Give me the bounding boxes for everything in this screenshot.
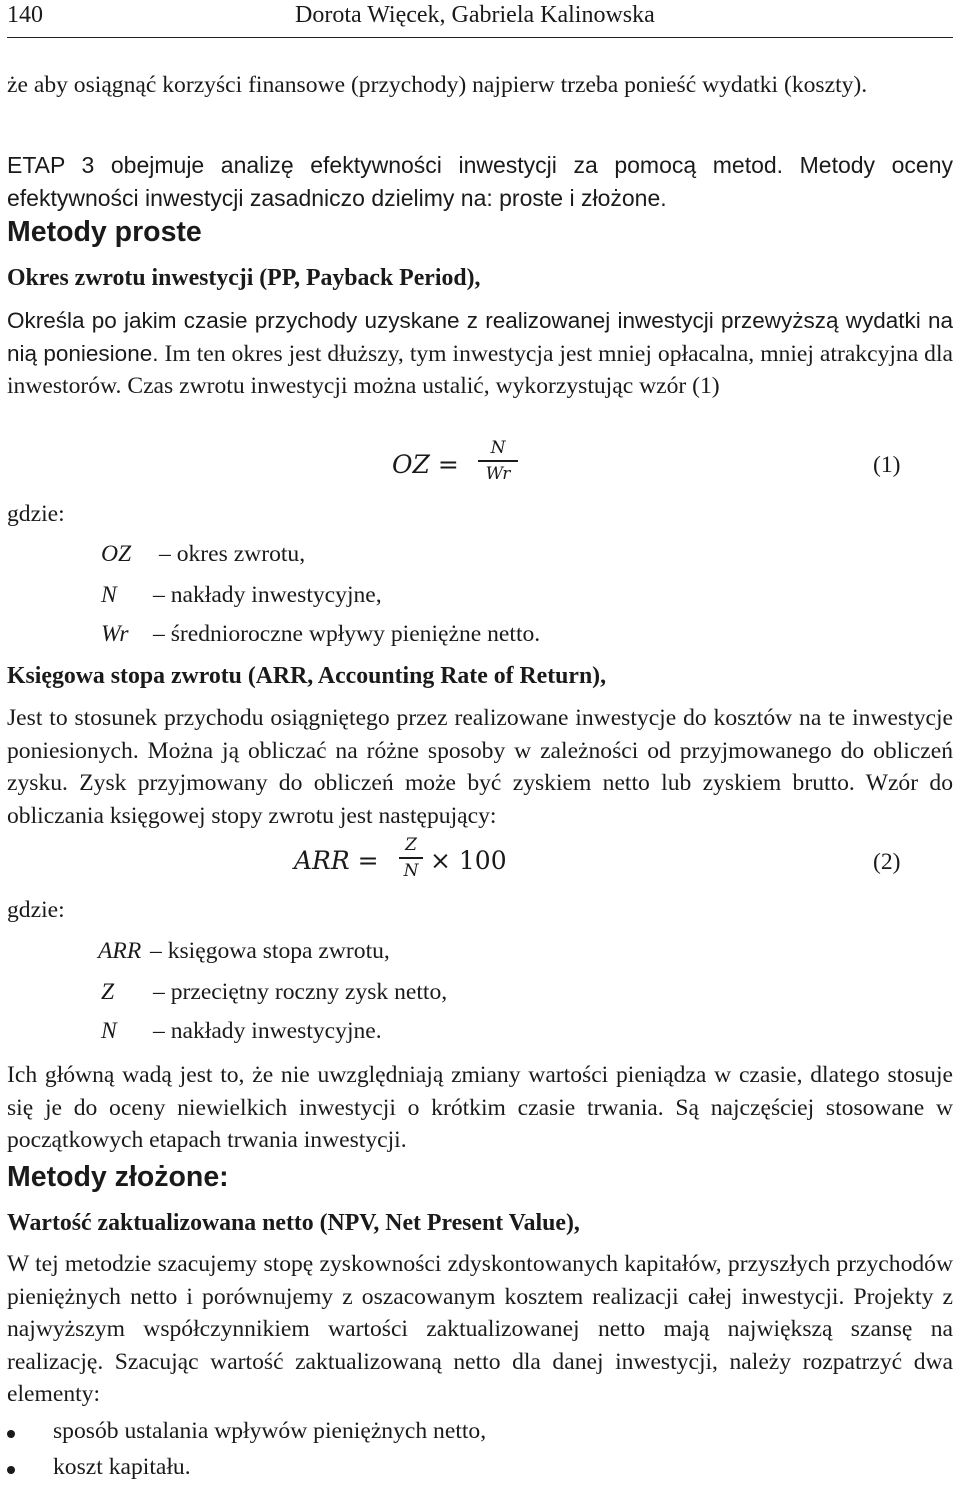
where-label-1: gdzie: [7, 501, 65, 527]
npv-heading: Wartość zaktualizowana netto (NPV, Net Present Value), [7, 1210, 580, 1236]
fraction-bar [399, 857, 423, 859]
definition-symbol: OZ [101, 541, 132, 567]
bullet-icon [7, 1430, 15, 1438]
payback-paragraph [7, 305, 953, 403]
definition-symbol: N [101, 582, 117, 608]
simple-methods-heading: Metody proste [7, 216, 202, 248]
formula-2-denominator: N [403, 860, 419, 881]
payback-paragraph-serif: Im ten okres jest dłuższy, tym inwestycja jest mniej opłacalna, mniej atrakcyjna dla inwestorów. Czas zwrotu inwestycji można ustalić, wykorzystując wzór (1) [7, 340, 954, 399]
formula-2-rhs: × 100 [430, 846, 507, 875]
npv-paragraph: W tej metodzie szacujemy stopę zyskowności zdyskontowanych kapitałów, przyszłych przychodów pieniężnych netto i porównujemy z oszacowanym kosztem realizacji całej inwestycji. Projekty z najwyższym współczynnikiem wartości zaktualizowanej netto mają największą szansę na realizację. Szacując wartość zaktualizowaną netto dla danej inwestycji, należy rozpatrzyć dwa elementy: [7, 1251, 953, 1407]
complex-methods-heading: Metody złożone: [7, 1161, 229, 1193]
definition-description: – księgowa stopa zwrotu, [150, 938, 390, 964]
formula-2-fraction [399, 835, 423, 881]
intro-paragraph: że aby osiągnąć korzyści finansowe (przychody) najpierw trzeba ponieść wydatki (koszty). [7, 72, 868, 98]
formula-1-numerator: N [490, 438, 506, 458]
fraction-bar [478, 460, 518, 462]
definition-symbol: N [101, 1018, 117, 1044]
definition-description: – nakłady inwestycyjne, [153, 582, 382, 608]
list-item-text: koszt kapitału. [53, 1454, 191, 1480]
formula-2-numerator: Z [405, 835, 417, 855]
arr-paragraph: Jest to stosunek przychodu osiągniętego przez realizowane inwestycje do kosztów na te inwestycje poniesionych. Można ją obliczać na różne sposoby w zależności od przyjmowanego do obliczeń zysku. Zysk przyjmowany do obliczeń może być zyskiem netto lub zyskiem brutto. Wzór do obliczania księgowej stopy zwrotu jest następujący: [7, 705, 953, 829]
equation-number-1: (1) [873, 452, 901, 478]
definition-symbol: Z [101, 979, 115, 1005]
running-header [7, 0, 953, 38]
formula-1-lhs: OZ = [392, 450, 459, 479]
arr-closing-paragraph: Ich główną wadą jest to, że nie uwzględniają zmiany wartości pieniądza w czasie, dlatego stosuje się je do oceny niewielkich inwestycji o krótkim czasie trwania. Są najczęściej stosowane w początkowych etapach trwania inwestycji. [7, 1062, 953, 1153]
bullet-icon [7, 1466, 15, 1474]
payback-paragraph-sans: Określa po jakim czasie przychody uzyskane z realizowanej inwestycji przewyższą wydatki na nią poniesione. [7, 308, 953, 366]
definition-description: – przeciętny roczny zysk netto, [153, 979, 448, 1005]
header-authors: Dorota Więcek, Gabriela Kalinowska [295, 2, 655, 28]
page-number: 140 [7, 2, 43, 28]
etap-paragraph: ETAP 3 obejmuje analizę efektywności inwestycji za pomocą metod. Metody oceny efektywności inwestycji zasadniczo dzielimy na: proste i złożone. [7, 152, 953, 211]
definition-description: – średnioroczne wpływy pieniężne netto. [153, 621, 541, 647]
list-item-text: sposób ustalania wpływów pieniężnych netto, [53, 1418, 487, 1444]
formula-1-fraction [478, 438, 518, 484]
where-label-2: gdzie: [7, 897, 65, 923]
formula-1-denominator: Wr [485, 463, 511, 484]
definition-description: – okres zwrotu, [159, 541, 306, 567]
definition-symbol: Wr [101, 621, 129, 647]
payback-heading: Okres zwrotu inwestycji (PP, Payback Period), [7, 265, 481, 291]
arr-heading: Księgowa stopa zwrotu (ARR, Accounting Rate of Return), [7, 663, 607, 689]
definition-description: – nakłady inwestycyjne. [153, 1018, 382, 1044]
equation-number-2: (2) [873, 849, 901, 875]
formula-2-lhs: ARR = [294, 846, 379, 875]
definition-symbol: ARR [98, 938, 142, 964]
